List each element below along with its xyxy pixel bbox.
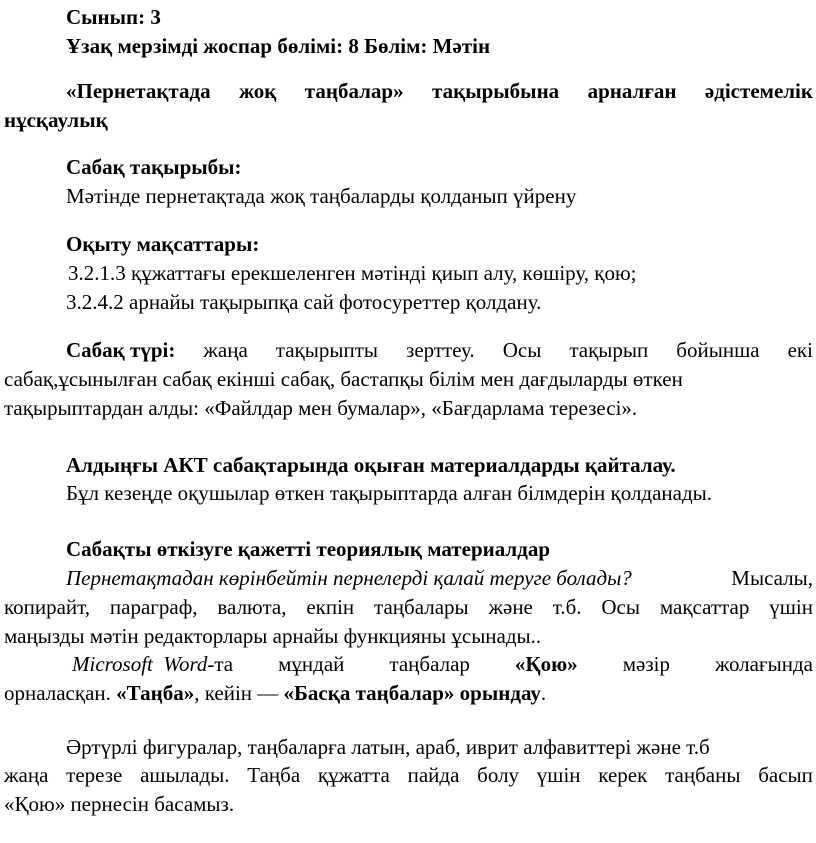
closing-line3: «Қою» пернесін басамыз. bbox=[4, 792, 235, 816]
symbol-label: «Таңба» bbox=[116, 681, 195, 705]
other-symbols-label: «Басқа таңбалар» орындау bbox=[283, 681, 541, 705]
lesson-topic-heading: Сабақ тақырыбы: bbox=[66, 155, 242, 179]
theory-line5: орналасқан. «Таңба», кейін — «Басқа таңбалар» орындау. bbox=[4, 681, 547, 705]
theory-line4: Microsoft Word-та мұндай таңбалар «Қою» мәзір жолағында bbox=[72, 650, 813, 679]
review-text: Бұл кезеңде оқушылар өткен тақырыптарда алған білмдерін қолданады. bbox=[66, 481, 713, 505]
theory-heading: Сабақты өткізуге қажетті теориялық материалдар bbox=[66, 537, 550, 561]
lesson-type-line1: Сабақ түрі: жаңа тақырыпты зерттеу. Осы тақырып бойынша екі bbox=[66, 336, 813, 365]
closing-line2: жаңа терезе ашылады. Таңба құжатта пайда болу үшін керек таңбаны басып bbox=[4, 763, 813, 787]
theory-line3: маңызды мәтін редакторлары арнайы функцияны ұсынады.. bbox=[4, 624, 542, 648]
theory-line2: копирайт, параграф, валюта, екпін таңбалары және т.б. Осы мақсаттар үшін bbox=[4, 595, 813, 619]
closing-line1: Әртүрлі фигуралар, таңбаларға латын, араб, иврит алфавиттері және т.б bbox=[66, 735, 710, 759]
grade-label: Сынып: 3 bbox=[66, 5, 161, 29]
insert-menu-label: «Қою» bbox=[514, 652, 578, 676]
lesson-type-heading: Сабақ түрі: bbox=[66, 338, 176, 362]
ms-word-text: Microsoft Word-та bbox=[72, 652, 234, 676]
theory-question: Пернетақтадан көрінбейтін пернелерді қалай теруге болады? bbox=[66, 566, 632, 590]
lesson-type-line3: тақырыптардан алды: «Файлдар мен бумалар», «Бағдарлама терезесі». bbox=[4, 396, 638, 420]
lesson-topic-text: Мәтінде пернетақтада жоқ таңбаларды қолданып үйрену bbox=[66, 184, 577, 208]
document-title-line1: «Пернетақтада жоқ таңбалар» тақырыбына арналған әдістемелік bbox=[66, 79, 813, 103]
unit-label: Ұзақ мерзімді жоспар бөлімі: 8 Бөлім: Мәтін bbox=[66, 34, 491, 58]
lesson-type-line2: сабақ,ұсынылған сабақ екінші сабақ, бастапқы білім мен дағдыларды өткен bbox=[4, 367, 683, 391]
objective-item: 3.2.4.2 арнайы тақырыпқа сай фотосуреттер қолдану. bbox=[66, 290, 542, 314]
review-heading: Алдыңғы АКТ сабақтарында оқыған материалдарды қайталау. bbox=[66, 453, 676, 477]
objective-item: 3.2.1.3 құжаттағы ерекшеленген мәтінді қиып алу, көшіру, қою; bbox=[68, 261, 637, 285]
objectives-heading: Оқыту мақсаттары: bbox=[66, 232, 260, 256]
theory-line1: Пернетақтадан көрінбейтін пернелерді қалай теруге болады? Мысалы, bbox=[66, 564, 813, 593]
document-title-line2: нұсқаулық bbox=[4, 108, 108, 132]
